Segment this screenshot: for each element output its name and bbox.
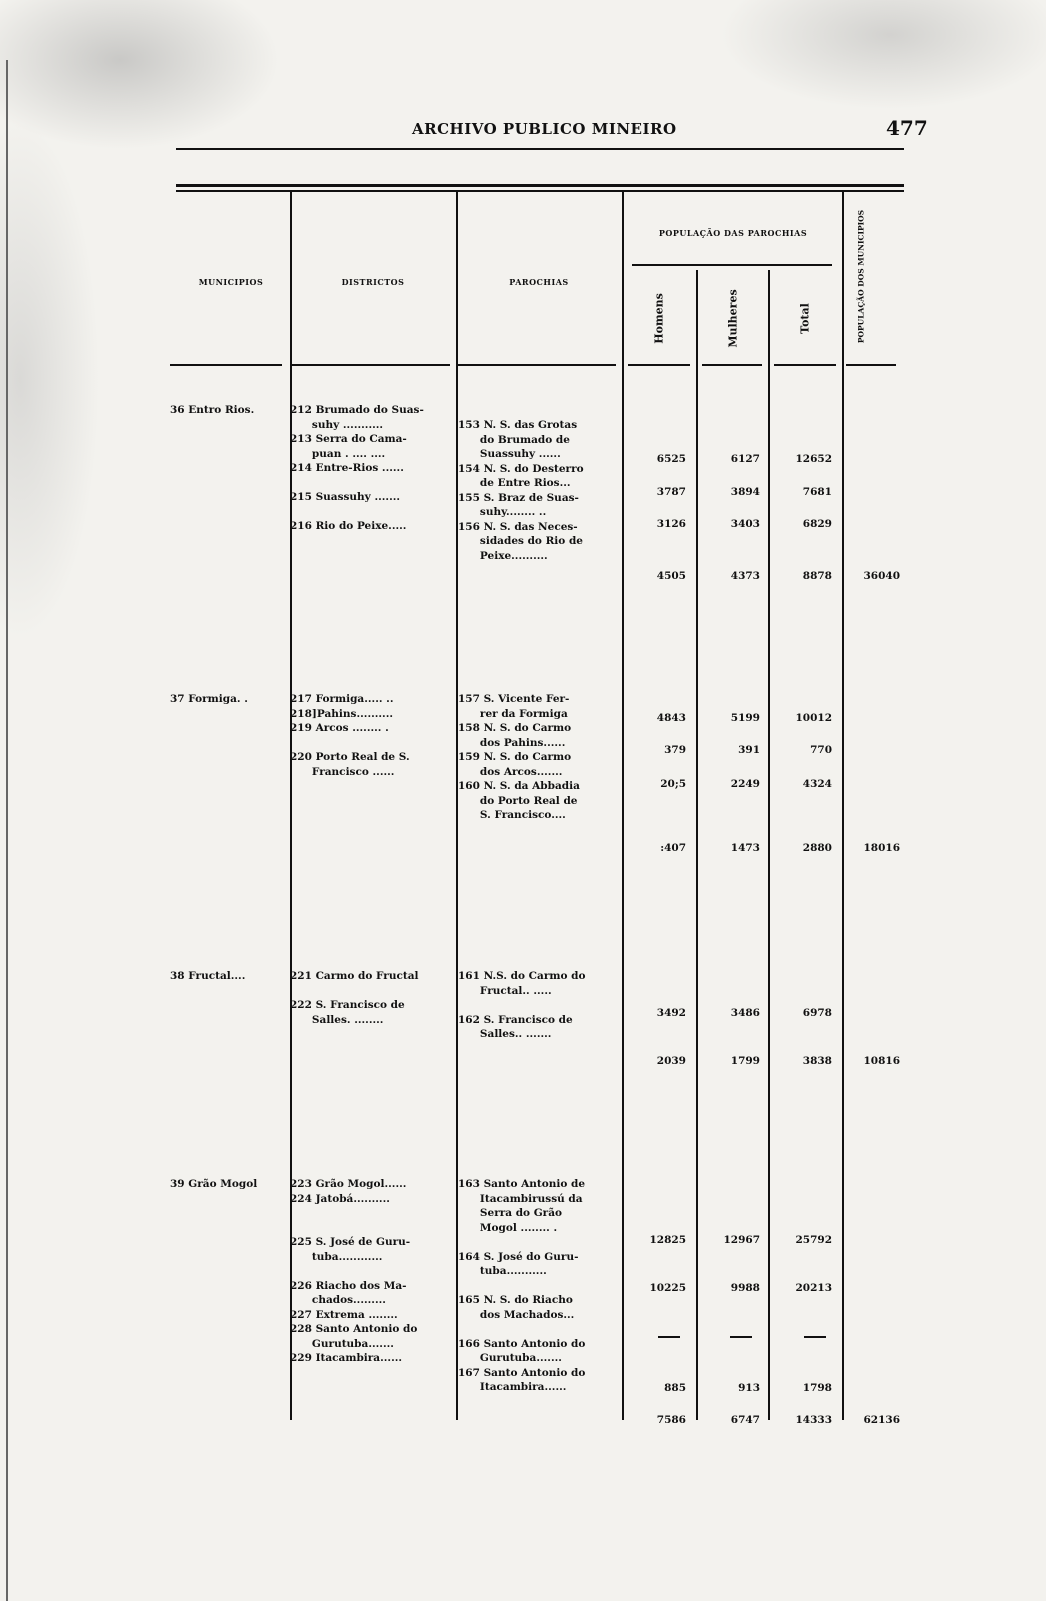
homens-value: 3492 [656,1007,686,1019]
header-rule [176,148,904,150]
homens-value: 3126 [656,518,686,530]
districtos-list: 217 Formiga..... .. 218]Pahins.......... 219 Arcos ........ . 220 Porto Real de S. Francisco ...... [290,693,410,778]
districtos-list: 223 Grão Mogol...... 224 Jatobá.......... 225 S. José de Guru- tuba............ 226 Riacho dos Ma- chados......... 227 Extrema ........ 228 Santo Antonio do Gurutuba....... 229 Itacambira...... [290,1178,418,1364]
header-bottom-rule [458,364,616,366]
parochias-list: 161 N.S. do Carmo do Fructal.. ..... 162 S. Francisco de Salles.. ....... [458,970,586,1040]
mulheres-value: 9988 [730,1282,760,1294]
homens-value: 6525 [656,453,686,465]
mulheres-value: 5199 [730,712,760,724]
column-divider [696,270,698,1420]
total-value: 1798 [802,1382,832,1394]
mulheres-value: 4373 [730,570,760,582]
header-bottom-rule [702,364,762,366]
homens-value: 20;5 [660,778,686,790]
districtos-list: 212 Brumado do Suas- suhy ........... 213 Serra do Cama- puan . .... .... 214 Entre-Rios ...... 215 Suassuhy ....... 216 Rio do Peixe..... [290,404,424,532]
parochias-list: 163 Santo Antonio de Itacambirussú da Serra do Grão Mogol ........ . 164 S. José do Guru- tuba........... 165 N. S. do Riacho dos Machados... 166 Santo Antonio do Gurutuba....... 167 Santo Antonio do Itacambira...... [458,1178,586,1393]
mulheres-value: 1799 [730,1055,760,1067]
homens-value: 379 [664,744,686,756]
homens-value: 10225 [649,1282,686,1294]
mulheres-value: 3403 [730,518,760,530]
header-bottom-rule [628,364,690,366]
table-top-rule [176,190,904,192]
mulheres-value: 6747 [730,1414,760,1426]
table-top-rule [176,184,904,187]
mulheres-value: 2249 [730,778,760,790]
parochias-list: 153 N. S. das Grotas do Brumado de Suassuhy ...... 154 N. S. do Desterro de Entre Rios... 155 S. Braz de Suas- suhy........ .. 156 N. S. das Neces- sidades do Rio de Peixe.......... [458,419,584,562]
empty-value-dash [658,1336,680,1338]
mulheres-value: 3486 [730,1007,760,1019]
homens-value: 2039 [656,1055,686,1067]
populacao-municipio-value: 10816 [863,1055,900,1067]
municipio-name: 39 Grão Mogol [170,1178,258,1190]
scan-stain [0,0,280,150]
total-value: 10012 [795,712,832,724]
total-value: 2880 [802,842,832,854]
populacao-municipio-value: 18016 [863,842,900,854]
column-divider [842,192,844,1420]
total-value: 8878 [802,570,832,582]
scan-stain [720,0,1046,110]
column-divider [768,270,770,1420]
header-bottom-rule [170,364,282,366]
municipio-name: 36 Entro Rios. [170,404,255,416]
total-value: 14333 [795,1414,832,1426]
col-header-districtos: DISTRICTOS [341,277,405,287]
mulheres-value: 1473 [730,842,760,854]
homens-value: :407 [660,842,686,854]
page-edge-line [6,60,8,1601]
header-bottom-rule [292,364,450,366]
total-value: 12652 [795,453,832,465]
homens-value: 3787 [656,486,686,498]
total-value: 7681 [802,486,832,498]
col-header-parochias: PAROCHIAS [509,277,569,287]
total-value: 4324 [802,778,832,790]
districtos-list: 221 Carmo do Fructal 222 S. Francisco de Salles. ........ [290,970,419,1026]
homens-value: 4843 [656,712,686,724]
col-header-municipios: MUNICIPIOS [198,277,264,287]
scan-stain [0,120,100,640]
homens-value: 7586 [656,1414,686,1426]
column-divider [622,192,624,1420]
municipio-name: 38 Fructal.... [170,970,246,982]
col-header-populacao-parochias: POPULAÇÃO DAS PAROCHIAS [658,228,808,238]
populacao-municipio-value: 62136 [863,1414,900,1426]
municipio-name: 37 Formiga. . [170,693,248,705]
col-header-homens: Homens [652,293,666,344]
populacao-municipio-value: 36040 [863,570,900,582]
col-header-total: Total [798,303,812,334]
homens-value: 885 [664,1382,686,1394]
mulheres-value: 6127 [730,453,760,465]
total-value: 3838 [802,1055,832,1067]
total-value: 770 [810,744,832,756]
total-value: 25792 [795,1234,832,1246]
parochias-list: 157 S. Vicente Fer- rer da Formiga 158 N. S. do Carmo dos Pahins...... 159 N. S. do Carmo dos Arcos....... 160 N. S. da Abbadia do Porto Real de S. Francisco.... [458,693,580,821]
header-bottom-rule [846,364,896,366]
col-header-populacao-municipios: POPULAÇÃO DOS MUNICIPIOS [856,209,866,344]
empty-value-dash [730,1336,752,1338]
total-value: 20213 [795,1282,832,1294]
mulheres-value: 391 [738,744,760,756]
homens-value: 12825 [649,1234,686,1246]
col-header-mulheres: Mulheres [726,289,740,348]
header-bottom-rule [774,364,836,366]
mulheres-value: 3894 [730,486,760,498]
page-running-title: ARCHIVO PUBLICO MINEIRO [412,120,677,138]
mulheres-value: 12967 [723,1234,760,1246]
empty-value-dash [804,1336,826,1338]
total-value: 6829 [802,518,832,530]
page-number: 477 [886,116,928,140]
total-value: 6978 [802,1007,832,1019]
homens-value: 4505 [656,570,686,582]
mulheres-value: 913 [738,1382,760,1394]
subheader-rule [632,264,832,266]
